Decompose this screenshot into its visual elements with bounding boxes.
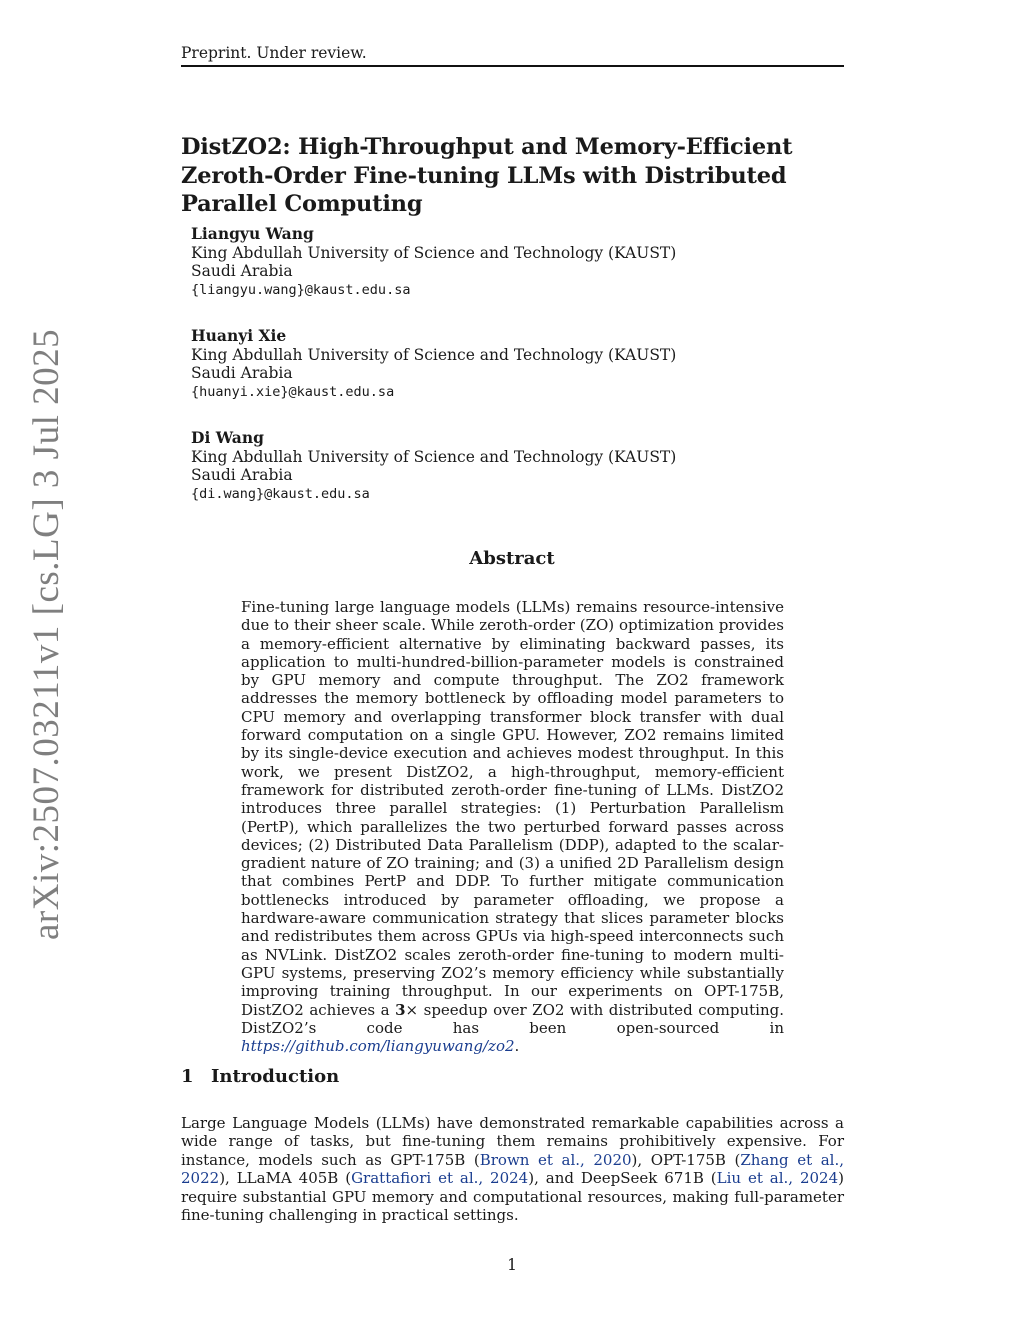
author-name: Huanyi Xie bbox=[191, 326, 287, 345]
author-affiliation: King Abdullah University of Science and Technology (KAUST) bbox=[191, 243, 677, 262]
abstract-heading: Abstract bbox=[469, 548, 555, 569]
author-country: Saudi Arabia bbox=[191, 466, 293, 485]
speedup-symbol: × bbox=[405, 1000, 419, 1019]
section-number: 1 bbox=[181, 1066, 194, 1087]
author-country: Saudi Arabia bbox=[191, 262, 293, 281]
abstract-text: Fine-tuning large language models (LLMs) remains resource-intensive due to their sheer scale. While zeroth-order (ZO) optimization provides a memory-efficient alternative by eliminating backward passes, its application to multi-hundred-billion-parameter models is constrained by GPU memory and compute throughput. The ZO2 framework addresses the memory bottleneck by offloading model parameters to CPU memory and overlapping transformer block transfer with dual forward computation on a single GPU. However, ZO2 remains limited by its single-device execution and achieves modest throughput. In this work, we present DistZO2, a high-throughput, memory-efficient framework for distributed zeroth-order fine-tuning of LLMs. DistZO2 introduces three parallel strategies: (1) Perturbation Parallelism (PertP), which parallelizes the two perturbed forward passes across devices; (2) Distributed Data Parallelism (DDP), adapted to the scalar-gradient nature of ZO training; and (3) a unified 2D Parallelism design that combines PertP and DDP. To further mitigate communication bottlenecks introduced by parameter offloading, we propose a hardware-aware communication strategy that slices parameter blocks and redistributes them across GPUs via high-speed interconnects such as NVLink. DistZO2 scales zeroth-order fine-tuning to modern multi-GPU systems, preserving ZO2’s memory efficiency while substantially improving training throughput. In our experiments on OPT-175B, DistZO2 achieves a bbox=[241, 598, 784, 1019]
author-email: {di.wang}@kaust.edu.sa bbox=[191, 486, 370, 503]
section-title: Introduction bbox=[211, 1066, 340, 1087]
citation-zhang-2022[interactable]: Zhang et al., 2022 bbox=[181, 1150, 844, 1188]
page-number: 1 bbox=[507, 1256, 517, 1274]
intro-text: ), OPT-175B ( bbox=[631, 1150, 741, 1169]
arxiv-identifier-stamp: arXiv:2507.03211v1 [cs.LG] 3 Jul 2025 bbox=[26, 328, 67, 940]
intro-text: Large Language Models (LLMs) have demonstrated remarkable capabilities across a wide range of tasks, but fine-tuning them remains prohibitively expensive. For instance, models such as GPT-175B ( bbox=[181, 1114, 844, 1169]
citation-brown-2020[interactable]: Brown et al., 2020 bbox=[479, 1150, 632, 1169]
author-country: Saudi Arabia bbox=[191, 364, 293, 383]
author-block-2 bbox=[191, 327, 676, 402]
speedup-value: 3 bbox=[395, 1000, 406, 1019]
section-heading-introduction bbox=[181, 1066, 339, 1087]
abstract-text-continued: speedup over ZO2 with distributed computing. DistZO2’s code has been open-sourced in bbox=[241, 1000, 784, 1037]
paper-title: DistZO2: High-Throughput and Memory-Efficient Zeroth-Order Fine-tuning LLMs with Distributed Parallel Computing bbox=[181, 134, 793, 217]
abstract-end-punct: . bbox=[514, 1037, 520, 1056]
author-affiliation: King Abdullah University of Science and Technology (KAUST) bbox=[191, 447, 677, 466]
running-head: Preprint. Under review. bbox=[181, 44, 367, 62]
citation-grattafiori-2024[interactable]: Grattafiori et al., 2024 bbox=[351, 1169, 529, 1188]
intro-text: ) require substantial GPU memory and computational resources, making full-parameter fine-tuning challenging in practical settings. bbox=[181, 1169, 845, 1225]
abstract-body bbox=[241, 598, 784, 1055]
intro-text: ), LLaMA 405B ( bbox=[219, 1169, 352, 1188]
code-repository-link[interactable]: https://github.com/liangyuwang/zo2 bbox=[241, 1037, 515, 1056]
author-affiliation: King Abdullah University of Science and Technology (KAUST) bbox=[191, 345, 677, 364]
header-rule bbox=[181, 65, 844, 67]
author-block-3 bbox=[191, 429, 676, 504]
author-email: {huanyi.xie}@kaust.edu.sa bbox=[191, 384, 395, 401]
author-name: Di Wang bbox=[191, 428, 264, 447]
introduction-paragraph bbox=[181, 1114, 844, 1224]
citation-liu-2024[interactable]: Liu et al., 2024 bbox=[716, 1169, 839, 1188]
intro-text: ), and DeepSeek 671B ( bbox=[528, 1169, 717, 1188]
author-email: {liangyu.wang}@kaust.edu.sa bbox=[191, 282, 411, 299]
author-name: Liangyu Wang bbox=[191, 224, 314, 243]
author-block-1 bbox=[191, 225, 676, 300]
